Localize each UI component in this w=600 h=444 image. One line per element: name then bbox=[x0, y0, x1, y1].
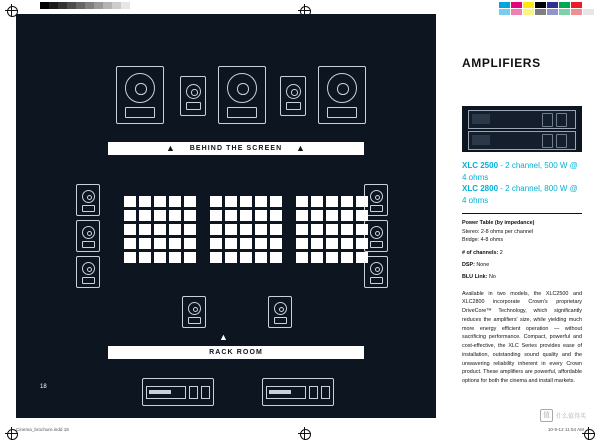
color-swatch bbox=[499, 9, 510, 15]
color-swatch bbox=[547, 9, 558, 15]
seat bbox=[341, 196, 353, 207]
color-swatch bbox=[511, 9, 522, 15]
greyscale-swatch bbox=[103, 2, 112, 9]
seat bbox=[139, 210, 151, 221]
rack-room-bar bbox=[108, 346, 364, 359]
greyscale-swatch bbox=[67, 2, 76, 9]
rack-knob-icon bbox=[321, 386, 330, 399]
seat bbox=[124, 196, 136, 207]
amplifier-knob-icon bbox=[542, 113, 553, 127]
color-swatch bbox=[535, 2, 546, 8]
seat bbox=[296, 224, 308, 235]
color-swatch bbox=[583, 2, 594, 8]
seat bbox=[210, 238, 222, 249]
spec-value: Bridge: 4-8 ohms bbox=[462, 237, 504, 244]
rear-right bbox=[268, 296, 292, 328]
model-row bbox=[462, 183, 582, 206]
spec-value: None bbox=[476, 261, 490, 268]
spec-channels bbox=[462, 249, 582, 257]
greyscale-swatch bbox=[85, 2, 94, 9]
watermark bbox=[540, 409, 586, 422]
model-spec: - 2 channel, 500 W @ 4 ohms bbox=[462, 161, 578, 182]
spec-dsp bbox=[462, 261, 582, 269]
seat bbox=[184, 252, 196, 263]
spec-value: No bbox=[488, 274, 496, 281]
rack-knob-icon bbox=[201, 386, 210, 399]
color-swatch bbox=[535, 9, 546, 15]
seat bbox=[154, 252, 166, 263]
greyscale-swatch bbox=[112, 2, 121, 9]
model-list bbox=[462, 160, 582, 206]
amplifier-display bbox=[472, 114, 490, 124]
seat bbox=[154, 238, 166, 249]
footer-filename: Cinema_brochure.indd 18 bbox=[16, 427, 69, 432]
seat bbox=[341, 210, 353, 221]
seat bbox=[311, 252, 323, 263]
amplifier-knob-icon bbox=[556, 113, 567, 127]
seat bbox=[270, 196, 282, 207]
color-bar-row bbox=[499, 9, 594, 15]
seat bbox=[255, 238, 267, 249]
color-bar-row bbox=[499, 2, 594, 8]
amplifier-unit-top bbox=[468, 110, 576, 129]
seat bbox=[169, 252, 181, 263]
watermark-icon: 值 bbox=[540, 409, 553, 422]
surround-left-3 bbox=[76, 256, 100, 288]
amp-rack-left bbox=[142, 378, 214, 406]
model-spec: - 2 channel, 800 W @ 4 ohms bbox=[462, 184, 578, 205]
color-swatch bbox=[583, 9, 594, 15]
color-swatch bbox=[571, 2, 582, 8]
rack-knob-icon bbox=[189, 386, 198, 399]
color-swatch bbox=[523, 2, 534, 8]
seat bbox=[341, 252, 353, 263]
model-row bbox=[462, 160, 582, 183]
seat bbox=[270, 210, 282, 221]
screen-speaker-left bbox=[116, 66, 164, 124]
seat bbox=[255, 210, 267, 221]
seat bbox=[240, 252, 252, 263]
seat bbox=[184, 238, 196, 249]
sub-right bbox=[280, 76, 306, 116]
behind-the-screen-label: BEHIND THE SCREEN bbox=[189, 145, 283, 152]
screen-speaker-right bbox=[318, 66, 366, 124]
seat bbox=[296, 252, 308, 263]
seat bbox=[169, 196, 181, 207]
amplifier-display bbox=[472, 135, 490, 145]
seat bbox=[240, 238, 252, 249]
seat bbox=[341, 224, 353, 235]
seat bbox=[356, 196, 368, 207]
registration-mark-bottom-center bbox=[298, 427, 311, 440]
seat bbox=[341, 238, 353, 249]
surround-left-1 bbox=[76, 184, 100, 216]
color-swatch bbox=[523, 9, 534, 15]
seat bbox=[139, 252, 151, 263]
seat bbox=[326, 224, 338, 235]
divider bbox=[462, 213, 582, 214]
seat bbox=[210, 252, 222, 263]
seat bbox=[154, 224, 166, 235]
rack-amp-face bbox=[266, 386, 306, 399]
seat bbox=[326, 238, 338, 249]
spec-label: DSP: bbox=[462, 261, 475, 268]
seat bbox=[240, 196, 252, 207]
seat bbox=[296, 210, 308, 221]
arrow-up-icon-left: ▲ bbox=[166, 143, 177, 153]
seat bbox=[184, 210, 196, 221]
seat bbox=[255, 196, 267, 207]
seat bbox=[124, 252, 136, 263]
seat bbox=[124, 224, 136, 235]
seat bbox=[169, 210, 181, 221]
seat bbox=[311, 238, 323, 249]
spec-blu-link bbox=[462, 273, 582, 281]
color-swatch bbox=[571, 9, 582, 15]
spec-label: # of channels: bbox=[462, 249, 499, 256]
seat bbox=[240, 224, 252, 235]
seat bbox=[169, 224, 181, 235]
seat bbox=[311, 224, 323, 235]
page-title: AMPLIFIERS bbox=[462, 56, 541, 70]
sub-left bbox=[180, 76, 206, 116]
color-swatch bbox=[559, 2, 570, 8]
seat bbox=[225, 196, 237, 207]
rack-room-label: RACK ROOM bbox=[209, 349, 263, 356]
surround-left-2 bbox=[76, 220, 100, 252]
seat bbox=[139, 196, 151, 207]
seat bbox=[326, 196, 338, 207]
spec-power-table bbox=[462, 219, 582, 244]
seat bbox=[154, 210, 166, 221]
color-swatch bbox=[559, 9, 570, 15]
amplifiers-sidebar bbox=[462, 56, 582, 386]
description-text: Available in two models, the XLC2500 and XLC2800 incorporate Crown's proprietary DriveCore™ Technology, which significantly reduces the amplifiers' size, while yielding much more energy efficient operation — without sacrificing performance. Compact, powerful and cost-effective, the XLC Series provides ease of installation, outstanding sound quality and the unwavering reliability inherent in every Crown product. These amplifiers are powerful, affordable options for both the cinema and install markets. bbox=[462, 290, 582, 385]
amp-rack-right bbox=[262, 378, 334, 406]
spec-value: Stereo: 2-8 ohms per channel bbox=[462, 228, 534, 235]
footer-timestamp: 10-9-12 11:54 AM bbox=[547, 427, 584, 432]
seat bbox=[356, 224, 368, 235]
seat bbox=[240, 210, 252, 221]
seat bbox=[296, 196, 308, 207]
amplifier-knob-icon bbox=[556, 134, 567, 148]
seat bbox=[124, 210, 136, 221]
seat-block-center bbox=[210, 196, 282, 263]
seat bbox=[356, 210, 368, 221]
arrow-up-icon-rack: ▲ bbox=[219, 332, 228, 342]
greyscale-swatch bbox=[121, 2, 130, 9]
greyscale-swatch bbox=[49, 2, 58, 9]
product-photo bbox=[462, 106, 582, 152]
spec-value: 2 bbox=[499, 249, 503, 256]
behind-the-screen-bar bbox=[108, 142, 364, 155]
seat bbox=[270, 238, 282, 249]
cinema-layout-diagram bbox=[16, 14, 436, 418]
seat bbox=[184, 224, 196, 235]
color-calibration-bars bbox=[499, 2, 594, 15]
seat bbox=[255, 252, 267, 263]
seat-block-right bbox=[296, 196, 368, 263]
seat bbox=[210, 210, 222, 221]
seat bbox=[210, 196, 222, 207]
screen-speaker-center bbox=[218, 66, 266, 124]
seat bbox=[139, 238, 151, 249]
seat bbox=[184, 196, 196, 207]
seat bbox=[154, 196, 166, 207]
watermark-text: 什么值得买 bbox=[555, 414, 586, 420]
seat bbox=[356, 238, 368, 249]
seat bbox=[139, 224, 151, 235]
color-swatch bbox=[511, 2, 522, 8]
seat bbox=[210, 224, 222, 235]
spec-label: BLU Link: bbox=[462, 274, 488, 281]
seat bbox=[296, 238, 308, 249]
greyscale-calibration-strip bbox=[40, 2, 130, 9]
greyscale-swatch bbox=[76, 2, 85, 9]
model-name: XLC 2800 bbox=[462, 184, 499, 194]
seat bbox=[356, 252, 368, 263]
arrow-up-icon-right: ▲ bbox=[295, 143, 306, 153]
color-swatch bbox=[499, 2, 510, 8]
seat bbox=[270, 224, 282, 235]
page-folio: 18 bbox=[40, 384, 47, 390]
seat bbox=[225, 252, 237, 263]
greyscale-swatch bbox=[40, 2, 49, 9]
color-swatch bbox=[547, 2, 558, 8]
seat bbox=[270, 252, 282, 263]
seat-block-left bbox=[124, 196, 196, 263]
amplifier-knob-icon bbox=[542, 134, 553, 148]
seat bbox=[225, 238, 237, 249]
seat bbox=[326, 252, 338, 263]
seat bbox=[169, 238, 181, 249]
spec-label: Power Table (by impedance) bbox=[462, 220, 535, 227]
seat bbox=[225, 224, 237, 235]
seat bbox=[124, 238, 136, 249]
rear-left bbox=[182, 296, 206, 328]
greyscale-swatch bbox=[94, 2, 103, 9]
seat bbox=[225, 210, 237, 221]
seat bbox=[311, 210, 323, 221]
rack-knob-icon bbox=[309, 386, 318, 399]
amplifier-unit-bottom bbox=[468, 131, 576, 150]
seat bbox=[311, 196, 323, 207]
model-name: XLC 2500 bbox=[462, 161, 499, 170]
greyscale-swatch bbox=[58, 2, 67, 9]
seat bbox=[255, 224, 267, 235]
seat bbox=[326, 210, 338, 221]
rack-amp-face bbox=[146, 386, 186, 399]
